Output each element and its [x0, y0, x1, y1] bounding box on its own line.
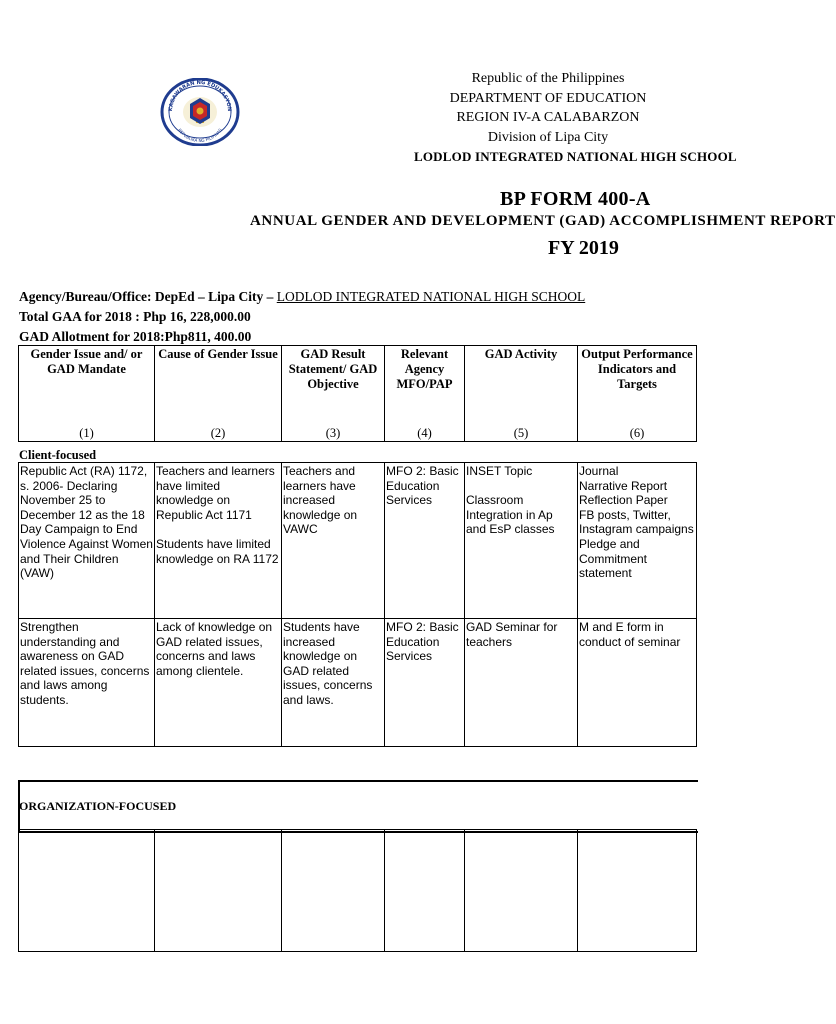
cell-gender-issue: [19, 619, 155, 747]
org-cell: [19, 830, 155, 952]
org-focused-label: ORGANIZATION-FOCUSED: [19, 799, 177, 813]
cell-cause: [155, 463, 282, 619]
cell-activity: [465, 463, 578, 619]
cell-text: GAD Seminar for teachers: [466, 620, 558, 649]
col-header-4: Relevant Agency MFO/PAP (4): [385, 346, 465, 442]
org-cell: [385, 830, 465, 952]
table-row: [19, 463, 697, 619]
cell-result: [282, 619, 385, 747]
cell-result: [282, 463, 385, 619]
cell-text: M and E form in conduct of seminar: [579, 620, 681, 649]
org-cell: [578, 830, 697, 952]
cell-mfo: [385, 619, 465, 747]
col-header-5: GAD Activity (5): [465, 346, 578, 442]
cell-text: Reflection Paper: [579, 493, 668, 508]
total-gaa: Total GAA for 2018 : Php 16, 228,000.00: [19, 309, 251, 324]
table-row: [19, 830, 697, 952]
gad-allotment: GAD Allotment for 2018:Php811, 400.00: [19, 329, 252, 344]
agency-line: [19, 289, 585, 305]
agency-label: Agency/Bureau/Office: DepEd – Lipa City –: [19, 289, 277, 304]
table-row: [19, 619, 697, 747]
cell-text: Strengthen understanding and awareness on GAD related issues, concerns and laws among students.: [20, 620, 150, 707]
seal-top-text: KAGAWARAN NG EDUKASYON: [167, 79, 233, 112]
form-subtitle: ANNUAL GENDER AND DEVELOPMENT (GAD) ACCOMPLISHMENT REPORT: [250, 213, 836, 229]
col-header-6: Output Performance Indicators and Targets (6): [578, 346, 697, 442]
org-cell: [155, 830, 282, 952]
deped-seal: [160, 78, 240, 146]
cell-output: [578, 619, 697, 747]
fiscal-year: FY 2019: [548, 237, 619, 259]
org-cell: [465, 830, 578, 952]
cell-text: MFO 2: Basic Education Services: [386, 464, 459, 508]
org-cell: [282, 830, 385, 952]
cell-text: Students have increased knowledge on GAD related issues, concerns and laws.: [283, 620, 373, 707]
form-title: BP FORM 400-A: [500, 188, 651, 210]
cell-text: Pledge and Commitment statement: [579, 536, 648, 581]
cell-activity: [465, 619, 578, 747]
header-division: Division of Lipa City: [487, 130, 609, 145]
header-region: REGION IV-A CALABARZON: [456, 110, 640, 125]
cell-text: Classroom Integration in Ap and EsP classes: [466, 493, 555, 537]
col-header-1: Gender Issue and/ or GAD Mandate (1): [19, 346, 155, 442]
seal-bottom-text: REPUBLIKA NG PILIPINAS: [177, 127, 223, 144]
table-header: [18, 345, 697, 442]
agency-school: LODLOD INTEGRATED NATIONAL HIGH SCHOOL: [276, 289, 586, 304]
cell-output: [578, 463, 697, 619]
col-header-2: Cause of Gender Issue (2): [155, 346, 282, 442]
cell-text: Teachers and learners have limited knowledge on Republic Act 1171: [156, 464, 275, 522]
header-republic: Republic of the Philippines: [471, 71, 625, 86]
col-header-3: GAD Result Statement/ GAD Objective (3): [282, 346, 385, 442]
cell-gender-issue: [19, 463, 155, 619]
cell-text: Lack of knowledge on GAD related issues, concerns and laws among clientele.: [156, 620, 273, 678]
org-table: [18, 829, 697, 952]
cell-text: Students have limited knowledge on RA 1172: [156, 536, 279, 566]
cell-text: INSET Topic: [466, 464, 533, 478]
cell-cause: [155, 619, 282, 747]
cell-text: Narrative Report: [579, 478, 668, 493]
cell-text: Republic Act (RA) 1172, s. 2006- Declaring November 25 to December 12 as the 18 Day Campaign to End Violence Against Women and Their Children (VAW): [20, 464, 153, 581]
client-focused-label: Client-focused: [19, 448, 97, 462]
cell-mfo: [385, 463, 465, 619]
cell-text: FB posts, Twitter, Instagram campaigns: [579, 507, 694, 537]
table-body: [18, 462, 697, 747]
header-department: DEPARTMENT OF EDUCATION: [449, 91, 647, 106]
cell-text: Journal: [579, 464, 619, 478]
header-school: LODLOD INTEGRATED NATIONAL HIGH SCHOOL: [414, 149, 737, 164]
cell-text: Teachers and learners have increased knowledge on VAWC: [283, 464, 358, 537]
cell-text: MFO 2: Basic Education Services: [386, 620, 459, 664]
